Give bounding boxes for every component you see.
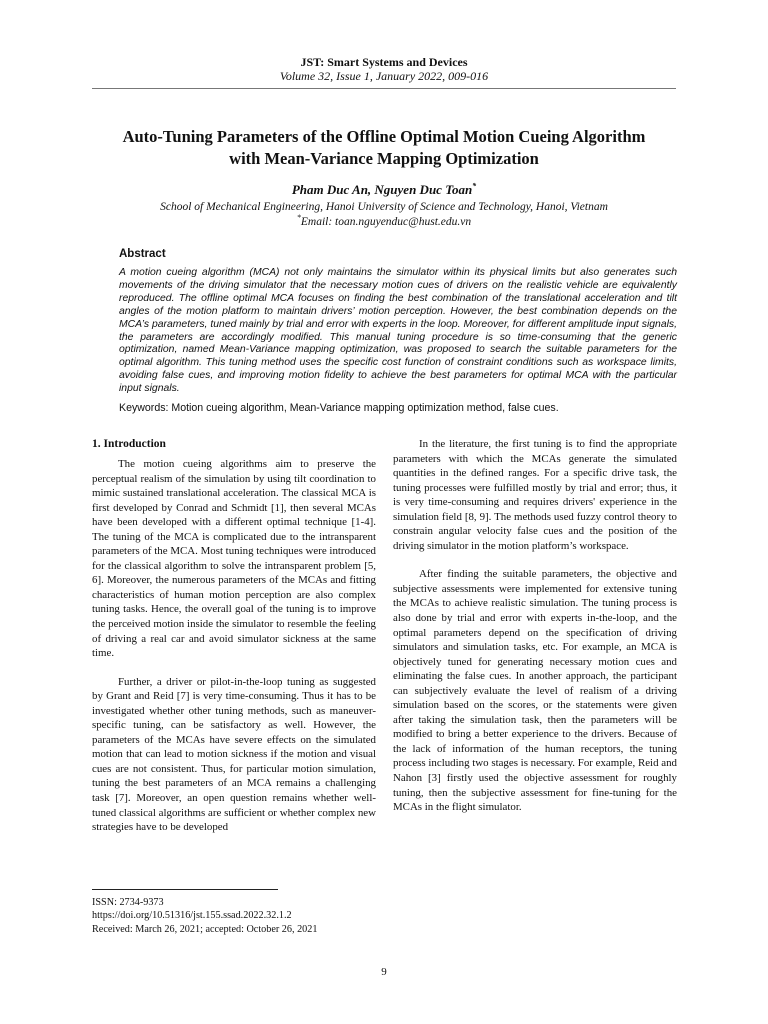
journal-header [0,55,768,84]
affiliation: School of Mechanical Engineering, Hanoi University of Science and Technology, Hanoi, Vietnam [160,201,608,213]
doi-link[interactable]: https://doi.org/10.51316/jst.155.ssad.2022.32.1.2 [92,910,292,922]
footnote-divider [92,889,278,890]
paragraph: Further, a driver or pilot-in-the-loop tuning as suggested by Grant and Reid [7] is very time-consuming. Thus it has to be investigated whether other tuning methods, such as maneuver-specific tuning, can be satisfactory as well. However, the parameters of the MCAs have severe effects on the simulated motion that can lead to motion sickness if the motion and visual cues are not consistent. Thus, for particular motion simulation, tuning the best parameters of an MCA remains a challenging task [7]. Moreover, an open question remains whether well-tuned classical algorithms are sufficient or whether complex new strategies have to be developed [92,675,376,834]
paragraph: The motion cueing algorithms aim to preserve the perceptual realism of the simulation by using tilt coordination to mimic sustained translational acceleration. The classical MCA is first developed by Conrad and Schmidt [1], then several MCAs have been developed with a different optimal technique [1-4]. The tuning of the MCA is complicated due to the intransparent parameters of the MCA. Most tuning techniques were introduced for the classical algorithm to solve the intransparent problem [5, 6]. Moreover, the numerous parameters of the MCAs and fitting characteristics of human motion perception are also complex tuning tasks. Hence, the overall goal of the tuning is to improve the perceived motion inside the simulator to resemble the feeling of driving a real car and avoid simulator sickness at the same time. [92,458,376,660]
keywords: Keywords: Motion cueing algorithm, Mean-Variance mapping optimization method, false cues. [119,402,559,414]
abstract-text: A motion cueing algorithm (MCA) not only maintains the simulator within its physical limits but also generates such movements of the driving simulator that the necessary motion cues of drivers on the realistic vehicle are equivalently reproduced. The offline optimal MCA focuses on finding the best combination of the translational acceleration and tilt angles of the motion platform to maintain drivers’ motion perception. However, the best combination depends on the MCA’s parameters, tuned mainly by trial and error with experts in the loop. Moreover, for different amplitude input signals, the parameters are accordingly modified. This manual tuning procedure is so time-consuming that the generic optimization, named Mean-Variance mapping optimization, was proposed to search the suitable parameters for the optimal algorithm. This tuning method uses the specific cost function of constraint conditions such as workspace limits, avoiding false cues, and improving motion fidelity to achieve the best parameters for optimal MCA with the particular input signals. [119,267,677,395]
section-heading-introduction: 1. Introduction [92,438,166,450]
paragraph: After finding the suitable parameters, the objective and subjective assessments were implemented for extensive tuning the MCAs to achieve realistic simulation. The tuning process is also done by trial and error with experts in-the-loop, and the optimal parameters depend on the specification of driving simulators and simulation tasks, etc. For example, an MCA is objectively tuned for generating necessary motion cues and eliminating the false cues. In another approach, the participant can subjectively evaluate the level of realism of a driving simulation based on the scores, or the statements were given after taking the simulation task, then the parameters will be modified to bring a better experience to the drivers. Because of the lack of information of the human receptors, the tuning process including two stages is necessary. For example, Reid and Nahon [3] firstly used the objective assessment for roughly tuning, then the subjective assessment for fine-tuning for the MCAs in the flight simulator. [393,568,677,814]
received-dates: Received: March 26, 2021; accepted: October 26, 2021 [92,923,318,935]
paper-title-line-2: with Mean-Variance Mapping Optimization [229,149,539,168]
page-number: 9 [381,966,387,978]
journal-name: JST: Smart Systems and Devices [300,55,468,69]
left-column [92,437,376,835]
email: Email: toan.nguyenduc@hust.edu.vn [300,216,472,228]
email-line [0,215,768,230]
header-divider [92,88,676,89]
right-column [393,437,677,815]
paragraph: In the literature, the first tuning is to find the appropriate parameters with which the MCAs generate the simulated quantities in the defined ranges. For a specific drive task, the tuning processes were fulfilled mostly by trial and error; thus, it is very time-consuming and requires drivers' experience in the simulation field [8, 9]. The methods used fuzzy control theory to constrain angular velocity false cues and the position of the driving simulator in the motion platform’s workspace. [393,438,677,552]
journal-volume: Volume 32, Issue 1, January 2022, 009-016 [279,69,489,83]
affiliation-block [0,200,768,230]
author-names: Pham Duc An, Nguyen Duc Toan [291,182,473,197]
corresponding-mark: * [472,181,477,191]
email-mark: * [296,213,301,223]
abstract-heading: Abstract [119,248,166,260]
paper-title-line-1: Auto-Tuning Parameters of the Offline Optimal Motion Cueing Algorithm [122,127,646,146]
footnotes [92,896,317,936]
issn: ISSN: 2734-9373 [92,897,164,908]
authors [0,182,768,198]
paper-title [60,126,708,170]
